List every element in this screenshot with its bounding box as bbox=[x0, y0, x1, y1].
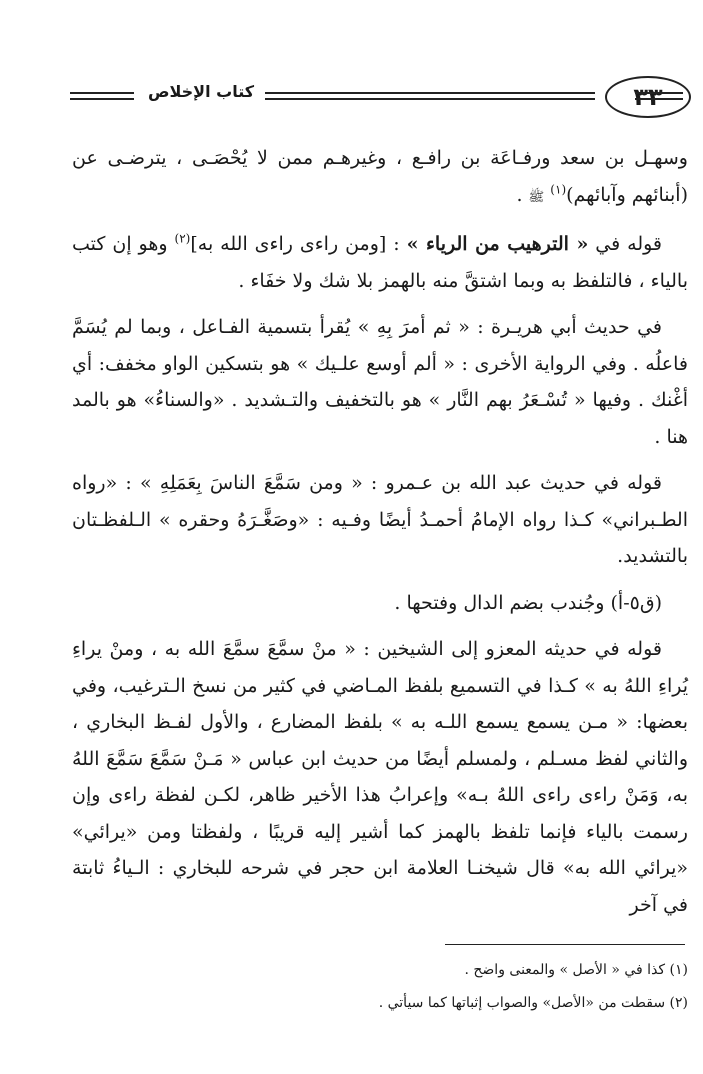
paragraph-text: : [ومن راءى راءى الله به] bbox=[190, 233, 407, 255]
main-text bbox=[72, 140, 688, 923]
footnotes bbox=[110, 954, 688, 1020]
header-rule bbox=[635, 92, 683, 94]
paragraph-text: . bbox=[516, 183, 529, 206]
paragraph-text: وهو إن كتب بالياء ، فالتلفظ به وبما اشتقَّ منه بالهمز بلا شك ولا خفَاء . bbox=[72, 233, 688, 292]
paragraph bbox=[72, 585, 688, 622]
header-rule bbox=[70, 98, 134, 100]
section-title: « الترهيب من الرياء » bbox=[406, 233, 589, 255]
footnote: (١) كذا في « الأصل » والمعنى واضح . bbox=[464, 962, 688, 978]
header-rule bbox=[265, 92, 595, 94]
header-rule bbox=[265, 98, 595, 100]
paragraph-text: في حديث أبي هريـرة : « ثم أمرَ بِهِ » يُقرأ بتسمية الفـاعل ، وبما لم يُسَمَّ فاعلُه . وفي الرواية الأخرى : « ألم أوسع علـيك » هو بتسكين الواو مخفف: أي أغْنك . وفيها « تُسْـعَرُ بهم النَّار » هو بالتخفيف والتـشديد . «والسناءُ» هو بالمد هنا . bbox=[72, 316, 688, 448]
footnote: (٢) سقطت من «الأصل» والصواب إثباتها كما سيأتي . bbox=[378, 995, 688, 1011]
paragraph bbox=[72, 465, 688, 575]
header-rule bbox=[635, 98, 683, 100]
footnote-marker: (١) bbox=[550, 182, 567, 197]
paragraph-text: قوله في حديث عبد الله بن عـمرو : « ومن سَمَّعَ الناسَ بِعَمَلِهِ » : «رواه الطـبراني» كـذا رواه الإمامُ أحمـدُ أيضًا وفـيه : «وصَغَّـرَهُ وحقره » الـلفظـتان بالتشديد. bbox=[72, 472, 688, 567]
paragraph bbox=[72, 226, 688, 299]
header-rule bbox=[70, 92, 134, 94]
paragraph-text: قوله في حديثه المعزو إلى الشيخين : « منْ سمَّعَ سمَّعَ الله به ، ومنْ يراءِ يُراءِ اللهُ به » كـذا في التسميع بلفظ المـاضي في كثير من نسخ الـترغيب، وفي بعضها: « مـن يسمع يسمع اللـه به » بلفظ المضارع ، والأول لفـظ البخاري ، والثاني لفظ مسـلم ، ولمسلم أيضًا من حديث ابن عباس « مَـنْ سَمَّعَ سَمَّعَ اللهُ به، وَمَنْ راءى راءى اللهُ بـه» وإعرابُ هذا الأخير ظاهر، لكـن لفظة راءى وإن رسمت بالياء فإنما تلفظ بالهمز كما أشير إليه قريبًا ، ولفظتا ومن «يرائي» «يرائي الله به» قال شيخنـا العلامة ابن حجر في شرحه للبخاري : الـياءُ ثابتة في آخر bbox=[72, 638, 688, 916]
honorific-symbol: ﷺ bbox=[528, 189, 545, 205]
footnote-marker: (٢) bbox=[174, 231, 191, 246]
footnote-separator bbox=[445, 944, 685, 945]
book-title: كتاب الإخلاص bbox=[147, 82, 255, 101]
page-header bbox=[60, 70, 685, 132]
paragraph-text: (ق٥-أ) وجُندب بضم الدال وفتحها . bbox=[394, 591, 662, 614]
paragraph bbox=[72, 140, 688, 216]
paragraph-text: وسهـل بن سعد ورفـاعَة بن رافـع ، وغيرهـم ممن لا يُحْصَـى ، يترضـى عن (أبنائهم وآبائهم) bbox=[72, 147, 688, 206]
paragraph bbox=[72, 631, 688, 923]
paragraph-text: قوله في bbox=[588, 233, 663, 255]
page-number: ٣٣ bbox=[605, 76, 691, 118]
paragraph bbox=[72, 309, 688, 455]
